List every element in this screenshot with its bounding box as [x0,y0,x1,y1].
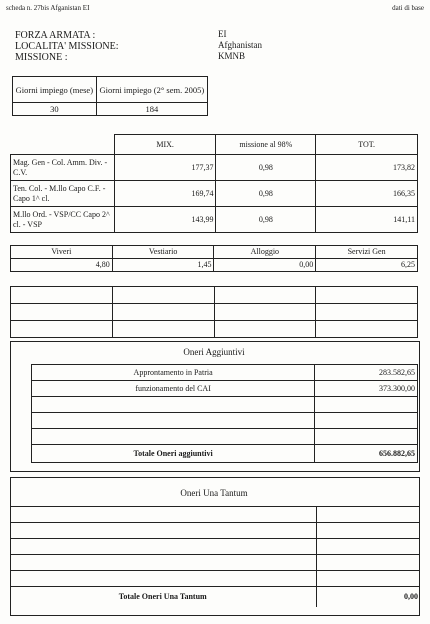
oneri-aggiuntivi-table [31,364,418,463]
rates-header-missione: missione al 98% [216,135,316,155]
tot-value: 166,35 [316,181,418,207]
mix-value: 143,99 [114,207,216,233]
viveri-value: 4,80 [11,259,113,272]
giorni-semestre-value: 184 [96,103,207,116]
table-row [32,365,418,381]
rates-header-tot: TOT. [316,135,418,155]
viveri-header: Viveri [11,246,113,259]
table-row [32,381,418,397]
oneri-una-tantum-total-label: Totale Oneri Una Tantum [10,587,316,607]
missione-value: KMNB [218,51,246,61]
empty-grid [10,286,418,338]
forza-armata-label: FORZA ARMATA : [15,30,96,41]
sheet-type: dati di base [392,4,424,12]
alloggio-value: 0,00 [214,259,316,272]
oneri-item-label: funzionamento del CAI [32,381,315,397]
localita-value: Afghanistan [218,40,262,50]
servizi-gen-value: 6,25 [316,259,418,272]
oneri-una-tantum-table [10,506,420,607]
total-row [32,445,418,463]
oneri-aggiuntivi-total-value: 656.882,65 [315,445,418,463]
giorni-mese-value: 30 [13,103,97,116]
rank-label: Mag. Gen - Col. Amm. Div. - C.V. [11,155,115,181]
rank-label: M.llo Ord. - VSP/CC Capo 2^ cl. - VSP [11,207,115,233]
mix-value: 177,37 [114,155,216,181]
servizi-gen-header: Servizi Gen [316,246,418,259]
rates-corner [11,135,115,155]
total-row [10,587,420,607]
missione-label: MISSIONE : [15,52,68,63]
vestiario-header: Vestiario [112,246,214,259]
localita-label: LOCALITA' MISSIONE: [15,41,119,52]
rank-label: Ten. Col. - M.llo Capo C.F. - Capo 1^ cl. [11,181,115,207]
tot-value: 141,11 [316,207,418,233]
forza-armata-value: EI [218,29,227,39]
oneri-aggiuntivi-title: Oneri Aggiuntivi [183,347,245,357]
table-row [11,181,418,207]
oneri-una-tantum-title: Oneri Una Tantum [180,488,248,498]
oneri-item-label: Approntamento in Patria [32,365,315,381]
table-row [11,155,418,181]
rates-header-mix: MIX. [114,135,216,155]
pct-value: 0,98 [216,207,316,233]
pct-value: 0,98 [216,181,316,207]
rates-table [10,134,418,233]
tot-value: 173,82 [316,155,418,181]
daily-costs-table [10,245,418,272]
vestiario-value: 1,45 [112,259,214,272]
oneri-item-value: 283.582,65 [315,365,418,381]
mix-value: 169,74 [114,181,216,207]
giorni-mese-header: Giorni impiego (mese) [13,77,97,103]
alloggio-header: Alloggio [214,246,316,259]
oneri-una-tantum-total-value: 0,00 [316,587,420,607]
giorni-impiego-table [12,76,208,116]
pct-value: 0,98 [216,155,316,181]
giorni-semestre-header: Giorni impiego (2° sem. 2005) [96,77,207,103]
sheet-reference: scheda n. 27bis Afganistan EI [6,4,90,12]
oneri-item-value: 373.300,00 [315,381,418,397]
table-row [11,207,418,233]
oneri-aggiuntivi-total-label: Totale Oneri aggiuntivi [32,445,315,463]
